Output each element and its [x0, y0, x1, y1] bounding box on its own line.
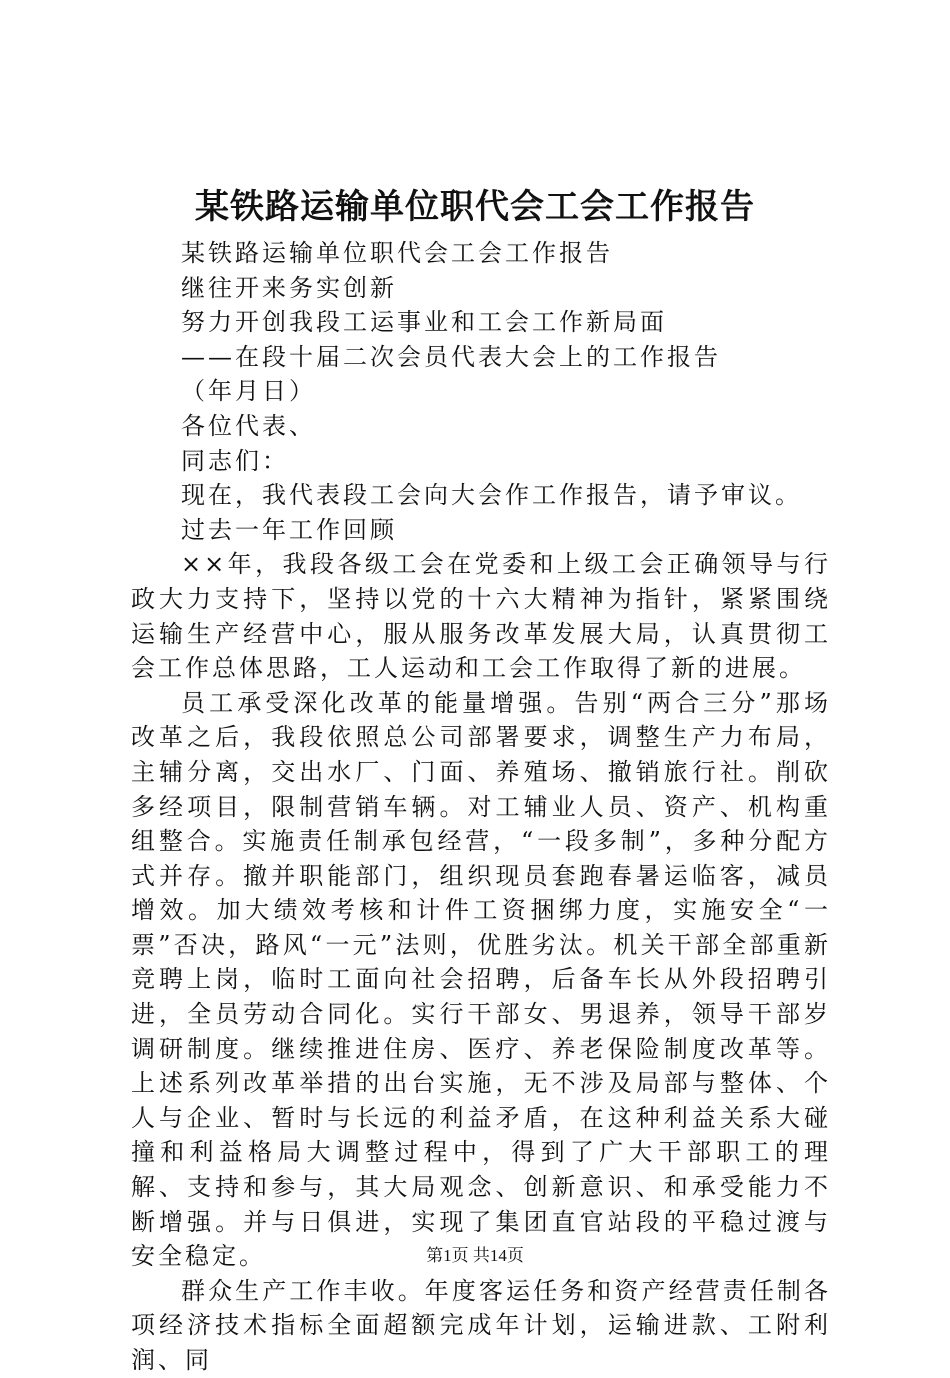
header-line-date: （年月日）: [181, 377, 316, 406]
salutation-comrades: 同志们：: [181, 446, 289, 475]
paragraph-overview: ××年，我段各级工会在党委和上级工会正确领导与行政大力支持下，坚持以党的十六大精神为指针，紧紧围绕运输生产经营中心，服从服务改革发展大局，认真贯彻工会工作总体思路，工人运动和工会工作取得了新的进展。: [131, 550, 831, 683]
header-line-subtitle: 某铁路运输单位职代会工会工作报告: [181, 239, 613, 267]
paragraph-production: 群众生产工作丰收。年度客运任务和资产经营责任制各项经济技术指标全面超额完成年计划，运输进款、工附利润、同: [131, 1276, 831, 1374]
section-heading: 过去一年工作回顾: [181, 515, 397, 544]
opening-statement: 现在，我代表段工会向大会作工作报告，请予审议。: [181, 481, 802, 510]
document-body: [131, 236, 831, 1378]
document-title: 某铁路运输单位职代会工会工作报告: [195, 187, 755, 227]
header-line-occasion: ——在段十届二次会员代表大会上的工作报告: [181, 342, 721, 371]
header-line-motto: 继往开来务实创新: [181, 273, 397, 302]
paragraph-reform: 员工承受深化改革的能量增强。告别“两合三分”那场改革之后，我段依照总公司部署要求，调整生产力布局，主辅分离，交出水厂、门面、养殖场、撤销旅行社。削砍多经项目，限制营销车辆。对工辅业人员、资产、机构重组整合。实施责任制承包经营，“一段多制”，多种分配方式并存。撤并职能部门，组织现员套跑春暑运临客，减员增效。加大绩效考核和计件工资捆绑力度，实施安全“一票”否决，路风“一元”法则，优胜劣汰。机关干部全部重新竞聘上岗，临时工面向社会招聘，后备车长从外段招聘引进，全员劳动合同化。实行干部女、男退养，领导干部岁调研制度。继续推进住房、医疗、养老保险制度改革等。上述系列改革举措的出台实施，无不涉及局部与整体、个人与企业、暂时与长远的利益矛盾，在这种利益关系大碰撞和利益格局大调整过程中，得到了广大干部职工的理解、支持和参与，其大局观念、创新意识、和承受能力不断增强。并与日俱进，实现了集团直官站段的平稳过渡与安全稳定。: [131, 688, 831, 1271]
salutation-delegates: 各位代表、: [181, 411, 316, 440]
page-number: 第1页 共14页: [426, 1246, 524, 1265]
header-line-goal: 努力开创我段工运事业和工会工作新局面: [181, 308, 667, 337]
